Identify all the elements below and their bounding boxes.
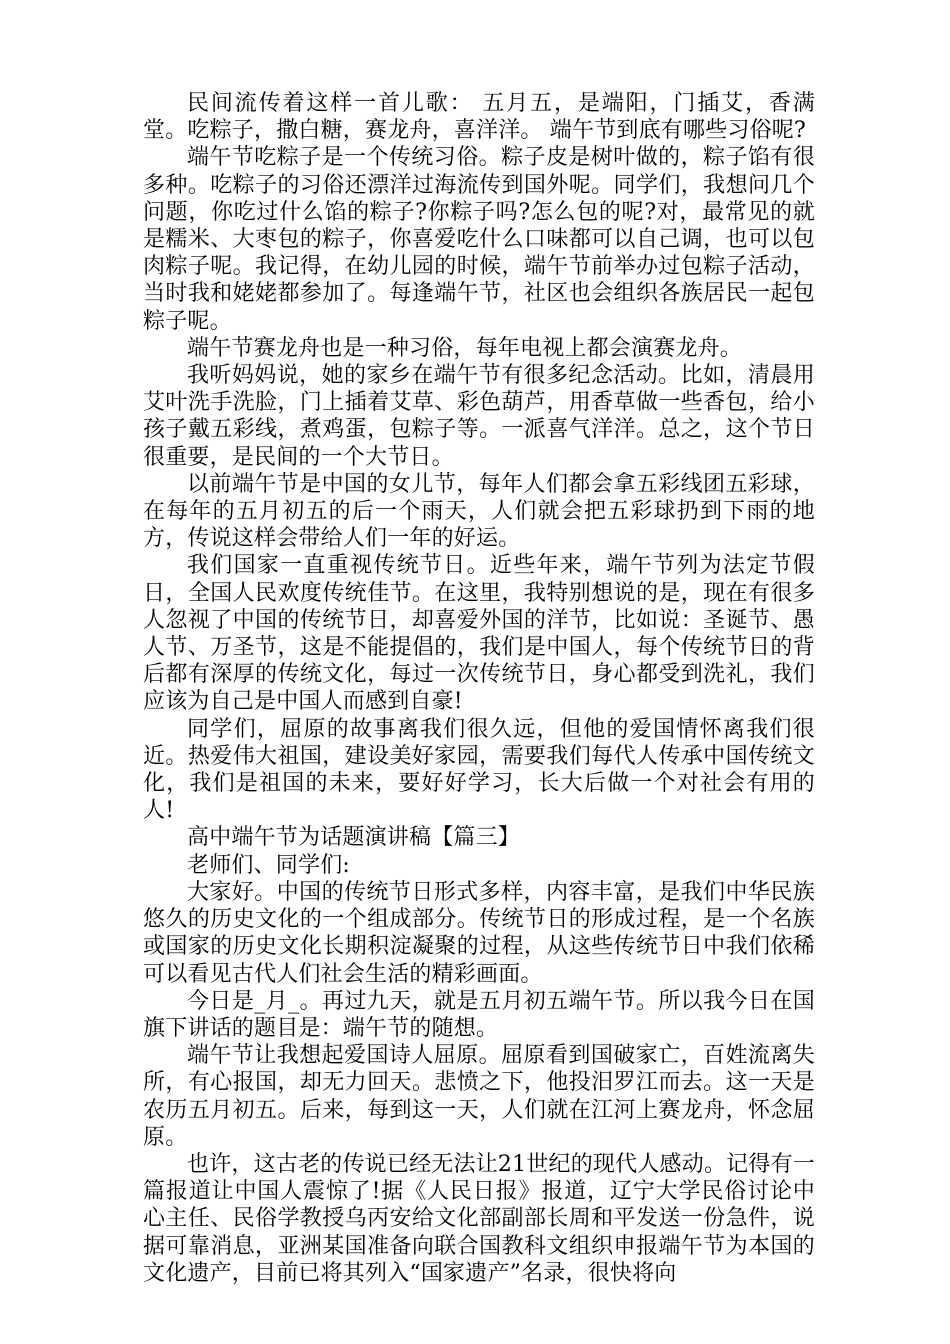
document-page (143, 90, 815, 1287)
paragraph-traditional-holidays: 我们国家一直重视传统节日。近些年来，端午节列为法定节假日，全国人民欢度传统佳节。在这里，我特别想说的是，现在有很多人忽视了中国的传统节日，却喜爱外国的洋节，比如说：圣诞节、愚人节、万圣节，这是不能提倡的，我们是中国人，每个传统节日的背后都有深厚的传统文化，每过一次传统节日，身心都受到洗礼，我们应该为自己是中国人而感到自豪! (143, 553, 815, 715)
paragraph-daughters-festival: 以前端午节是中国的女儿节，每年人们都会拿五彩线团五彩球，在每年的五月初五的后一个雨天，人们就会把五彩球扔到下雨的地方，传说这样会带给人们一年的好运。 (143, 471, 815, 552)
paragraph-zongzi-custom: 端午节吃粽子是一个传统习俗。粽子皮是树叶做的，粽子馅有很多种。吃粽子的习俗还漂洋过海流传到国外呢。同学们，我想问几个问题，你吃过什么馅的粽子?你粽子吗?怎么包的呢?对，最常见的就是糯米、大枣包的粽子，你喜爱吃什么口味都可以自己调，也可以包肉粽子呢。我记得，在幼儿园的时候，端午节前举办过包粽子活动，当时我和姥姥都参加了。每逢端午节，社区也会组织各族居民一起包粽子呢。 (143, 145, 815, 334)
paragraph-dragon-boat: 端午节赛龙舟也是一种习俗，每年电视上都会演赛龙舟。 (187, 335, 743, 361)
paragraph-patriotism: 同学们，屈原的故事离我们很久远，但他的爱国情怀离我们很近。热爱伟大祖国，建设美好家园，需要我们每代人传承中国传统文化，我们是祖国的未来，要好好学习，长大后做一个对社会有用的人! (143, 716, 815, 824)
speech-salutation: 老师们、同学们: (187, 852, 351, 878)
paragraph-news-report: 也许，这古老的传说已经无法让21世纪的现代人感动。记得有一篇报道让中国人震惊了!据《人民日报》报道，辽宁大学民俗讨论中心主任、民俗学教授乌丙安给文化部副部长周和平发送一份急件，说据可靠消息，亚洲某国准备向联合国教科文组织申报端午节为本国的文化遗产，目前已将其列入“国家遗产”名录，很快将向 (143, 1151, 815, 1286)
paragraph-greeting: 大家好。中国的传统节日形式多样，内容丰富，是我们中华民族悠久的历史文化的一个组成部分。传统节日的形成过程，是一个名族或国家的历史文化长期积淀凝聚的过程，从这些传统节日中我们依稀可以看见古代人们社会生活的精彩画面。 (143, 879, 815, 987)
paragraph-date: 今日是_月_。再过九天，就是五月初五端午节。所以我今日在国旗下讲话的题目是：端午节的随想。 (143, 988, 815, 1041)
paragraph-children-song: 民间流传着这样一首儿歌： 五月五，是端阳，门插艾，香满堂。吃粽子，撒白糖，赛龙舟，喜洋洋。 端午节到底有哪些习俗呢? (143, 91, 815, 144)
paragraph-hometown-activities: 我听妈妈说，她的家乡在端午节有很多纪念活动。比如，清晨用艾叶洗手洗脸，门上插着艾草、彩色葫芦，用香草做一些香包，给小孩子戴五彩线，煮鸡蛋，包粽子等。一派喜气洋洋。总之，这个节日很重要，是民间的一个大节日。 (143, 363, 815, 470)
paragraph-qu-yuan: 端午节让我想起爱国诗人屈原。屈原看到国破家亡，百姓流离失所，有心报国，却无力回天。悲愤之下，他投汨罗江而去。这一天是农历五月初五。后来，每到这一天，人们就在江河上赛龙舟，怀念屈原。 (143, 1043, 815, 1150)
section-heading: 高中端午节为话题演讲稿【篇三】 (187, 825, 521, 851)
